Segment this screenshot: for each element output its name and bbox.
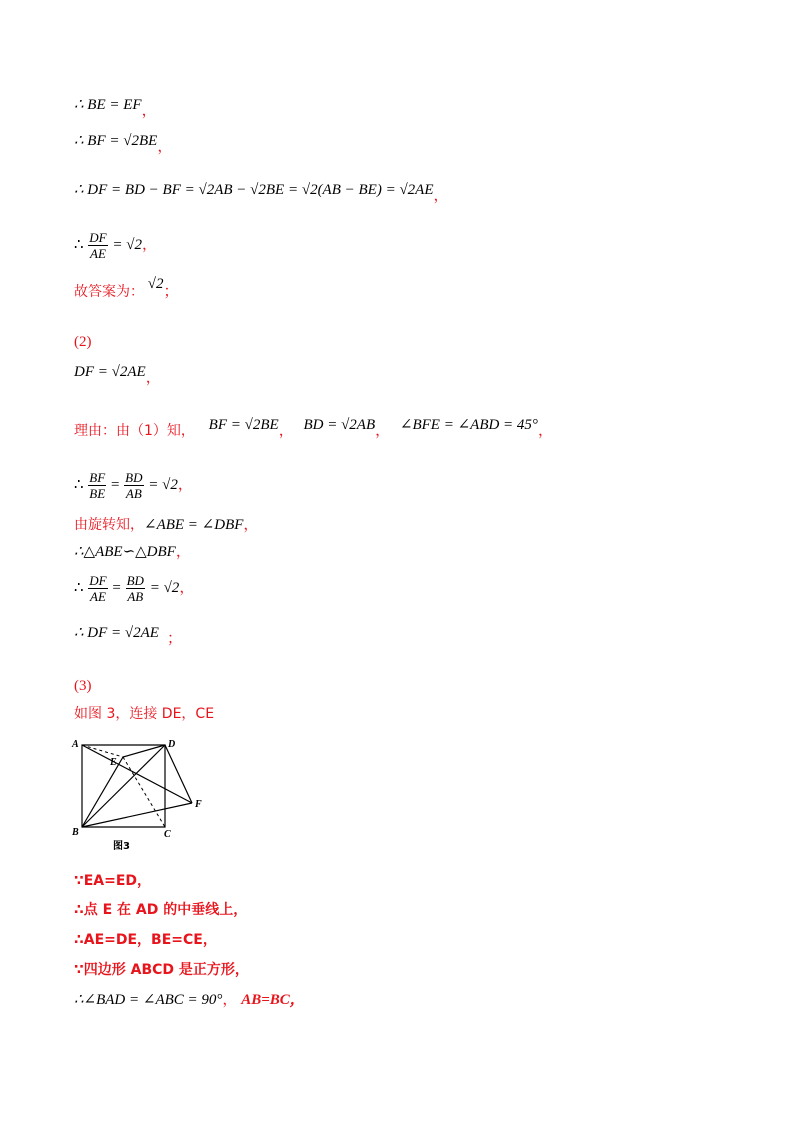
section-label-3: (3) — [74, 678, 92, 694]
math-expression: ∴ DF = BD − BF = √2AB − √2BE = √2(AB − BE) = √2AE — [74, 182, 434, 198]
line-bf-sqrt2-be — [74, 131, 173, 155]
line-similar — [74, 542, 191, 562]
fraction-numerator: DF — [89, 230, 107, 245]
fraction-numerator: BD — [125, 470, 143, 485]
line-ea-eq-ed: ∵EA=ED， — [74, 873, 152, 889]
label-c: C — [164, 829, 171, 840]
line-df-conclusion — [74, 362, 161, 386]
math-bf: BF = √2BE — [208, 417, 279, 433]
math-expression: ∴ BE = EF — [74, 97, 142, 113]
punctuation: ； — [163, 284, 179, 300]
math-expression: DF = √2AE — [74, 364, 146, 380]
fraction-denominator: AB — [125, 486, 142, 501]
punctuation: ， — [177, 476, 193, 493]
answer-label: 故答案为： — [74, 284, 144, 300]
segment-df — [165, 745, 192, 803]
label-e: E — [110, 757, 117, 768]
math-expression: ∴∠BAD = ∠ABC = 90° — [74, 992, 223, 1008]
line-right-angles — [74, 990, 305, 1010]
math-expression: = √2 — [149, 579, 180, 596]
figure-caption: 图3 — [113, 841, 130, 852]
fraction-numerator: BF — [89, 470, 106, 485]
geometry-figure-3 — [68, 735, 218, 855]
line-perpendicular-bisector: ∴点 E 在 AD 的中垂线上， — [74, 902, 248, 918]
therefore-symbol: ∴ — [74, 236, 84, 253]
punctuation: ， — [175, 544, 191, 560]
math-expression: ∠ABE = ∠DBF — [144, 517, 244, 533]
fraction — [126, 573, 145, 604]
math-expression: = √2 — [112, 236, 142, 253]
punctuation: ， — [537, 423, 553, 439]
line-be-eq-ef — [74, 95, 157, 119]
line-reason — [74, 417, 553, 441]
math-expression: ∴△ABE∽△DBF — [74, 544, 176, 560]
label-b: B — [72, 827, 79, 838]
fraction — [88, 230, 107, 261]
fraction-numerator: BD — [126, 573, 144, 588]
punctuation: ， — [157, 139, 173, 155]
math-expression: ∴ BF = √2BE — [74, 133, 158, 149]
fraction-denominator: AB — [127, 589, 144, 604]
punctuation: ， — [141, 103, 157, 119]
math-expression: ∴ DF = √2AE — [74, 625, 159, 641]
fraction — [88, 573, 107, 604]
line-answer — [74, 276, 179, 302]
punctuation: ， — [179, 579, 195, 596]
fraction-denominator: AE — [90, 589, 106, 604]
label-f: F — [195, 799, 202, 810]
line-square: ∵四边形 ABCD 是正方形， — [74, 962, 249, 978]
therefore-symbol: ∴ — [74, 476, 84, 493]
math-angle: ∠BFE = ∠ABD = 45° — [399, 417, 538, 433]
fraction — [124, 470, 143, 501]
math-bd: BD = √2AB — [303, 417, 376, 433]
reason-label: 理由：由（1）知， — [74, 423, 195, 439]
segment-af — [82, 745, 192, 803]
label-a: A — [72, 739, 79, 750]
line-ae-de-be-ce: ∴AE=DE，BE=CE， — [74, 932, 217, 948]
line-connect-de-ce: 如图 3，连接 DE，CE — [74, 706, 215, 722]
fraction-numerator: DF — [89, 573, 107, 588]
punctuation: ， — [375, 423, 391, 439]
segment-bf — [82, 803, 192, 827]
therefore-symbol: ∴ — [74, 579, 84, 596]
punctuation: ， — [145, 370, 161, 386]
punctuation: ， — [222, 992, 238, 1008]
punctuation: ， — [278, 423, 294, 439]
line-df-over-ae — [74, 230, 157, 261]
line-ratio-df-ae: ∴ $\frac{DF}{AE}$ = $\frac{BD}{AB}$ = √2， — [74, 573, 195, 604]
label-d: D — [168, 739, 176, 750]
fraction-denominator: BE — [89, 486, 106, 501]
fraction — [88, 470, 106, 501]
punctuation: ， — [142, 236, 158, 253]
ab-eq-bc: AB=BC， — [241, 992, 305, 1008]
fraction-denominator: AE — [90, 246, 106, 261]
line-ratio-bf-be: ∴ $\frac{BF}{BE}$ = $\frac{BD}{AB}$ = √2， — [74, 470, 193, 501]
line-df-final — [74, 623, 182, 647]
answer-value: √2 — [147, 276, 164, 292]
punctuation: ； — [166, 631, 182, 647]
rotation-label: 由旋转知， — [74, 517, 144, 533]
section-label-2: (2) — [74, 334, 92, 350]
line-df-derivation — [74, 180, 449, 204]
punctuation: ， — [243, 517, 259, 533]
punctuation: ， — [433, 188, 449, 204]
line-rotation — [74, 515, 258, 535]
math-expression: = √2 — [148, 476, 178, 493]
